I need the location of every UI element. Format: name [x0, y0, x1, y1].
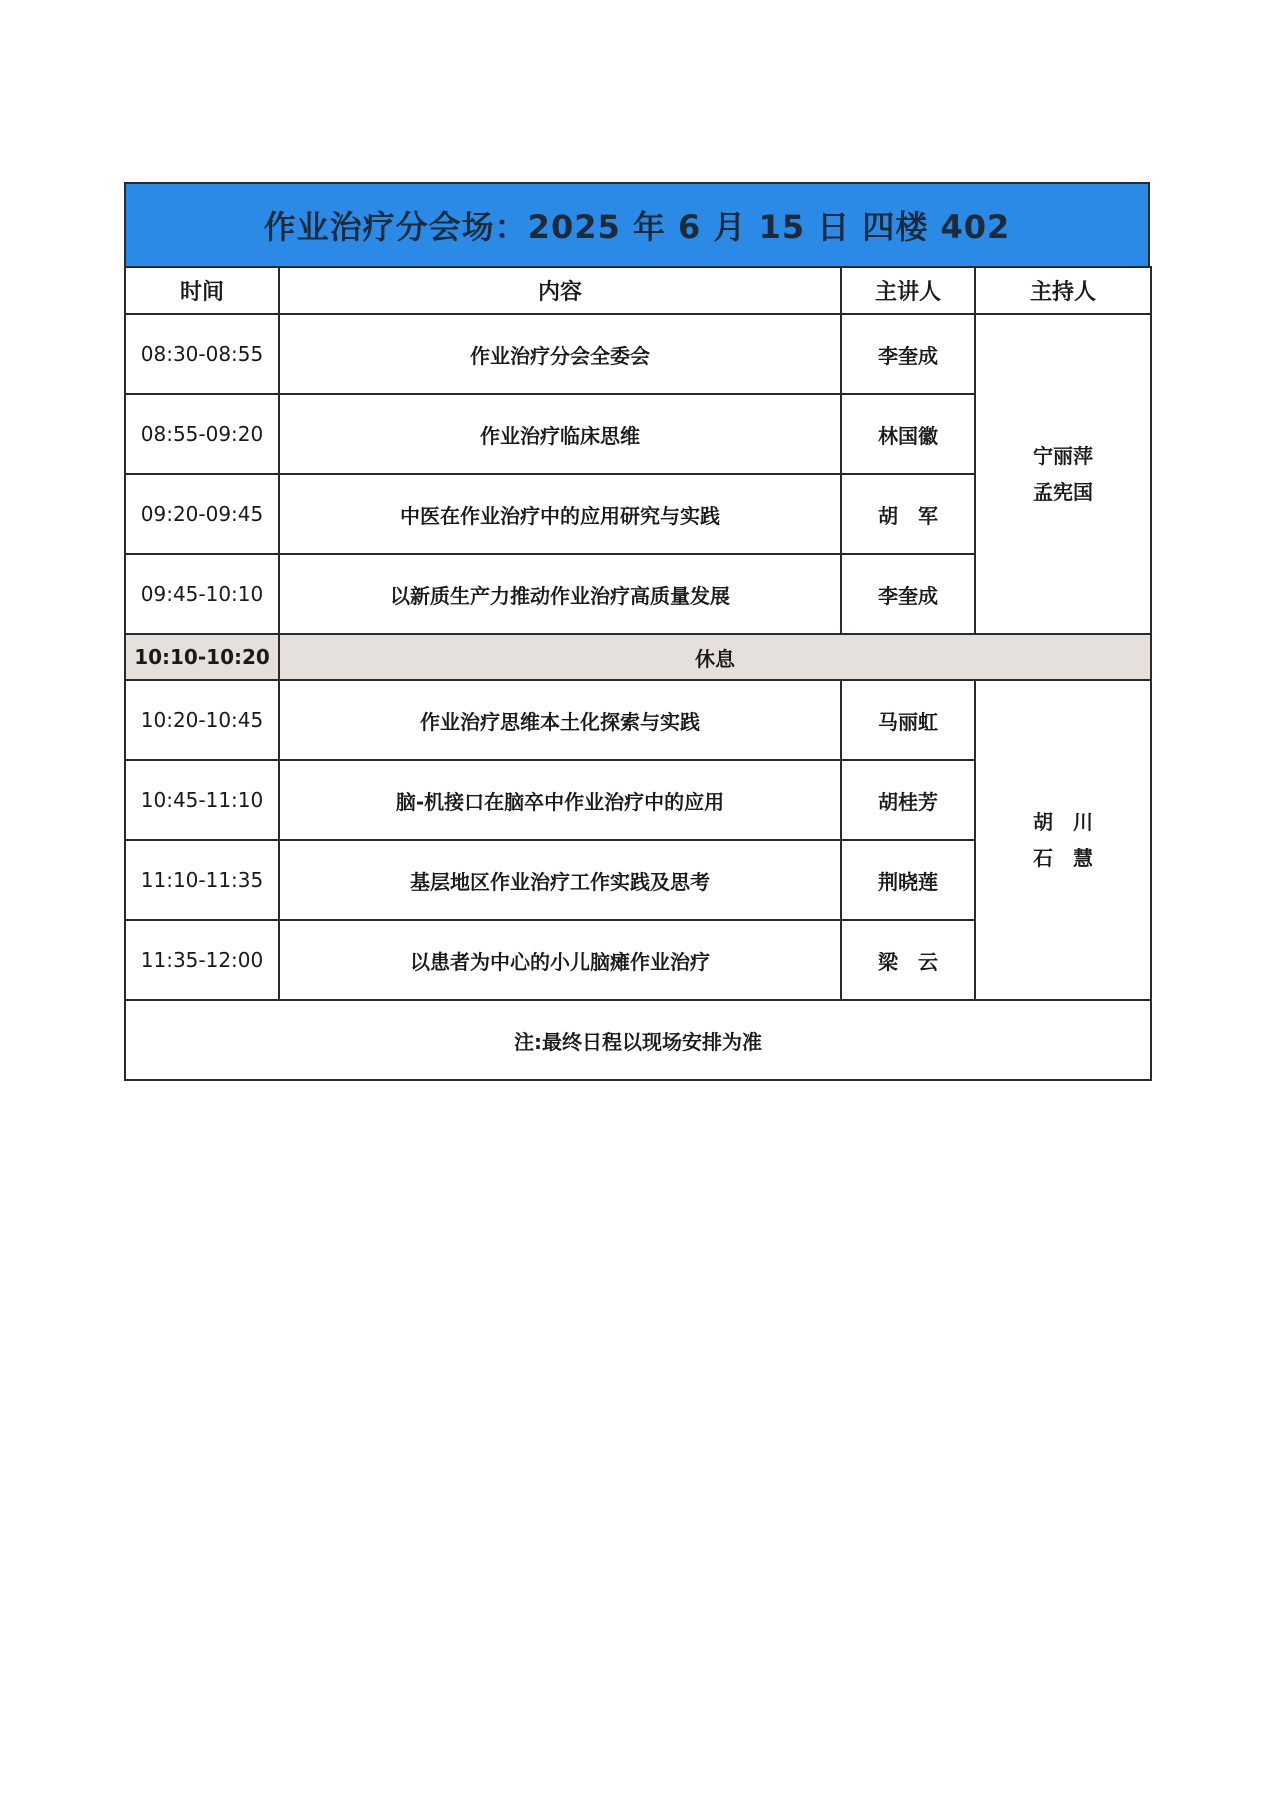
- session-speaker: 荆晓莲: [841, 840, 975, 920]
- host-name: 宁丽萍: [1033, 444, 1093, 468]
- header-row: [125, 267, 1151, 314]
- table-row: [125, 314, 1151, 394]
- schedule-sheet: [124, 182, 1150, 1081]
- header-host: 主持人: [975, 267, 1151, 314]
- break-row: [125, 634, 1151, 680]
- table-row: [125, 680, 1151, 760]
- session-time: 09:20-09:45: [125, 474, 279, 554]
- session-speaker: 梁 云: [841, 920, 975, 1000]
- session-topic: 以新质生产力推动作业治疗高质量发展: [279, 554, 841, 634]
- header-time: 时间: [125, 267, 279, 314]
- session-time: 11:10-11:35: [125, 840, 279, 920]
- break-time: 10:10-10:20: [125, 634, 279, 680]
- session-speaker: 马丽虹: [841, 680, 975, 760]
- session-topic: 脑-机接口在脑卒中作业治疗中的应用: [279, 760, 841, 840]
- schedule-table: [124, 266, 1152, 1081]
- page-title: 作业治疗分会场：2025 年 6 月 15 日 四楼 402: [124, 182, 1150, 266]
- session-speaker: 胡 军: [841, 474, 975, 554]
- host-cell-1: [975, 314, 1151, 634]
- session-speaker: 李奎成: [841, 554, 975, 634]
- session-time: 09:45-10:10: [125, 554, 279, 634]
- session-speaker: 李奎成: [841, 314, 975, 394]
- session-speaker: 林国徽: [841, 394, 975, 474]
- session-time: 08:30-08:55: [125, 314, 279, 394]
- host-name: 孟宪国: [1033, 480, 1093, 504]
- session-topic: 作业治疗思维本土化探索与实践: [279, 680, 841, 760]
- session-topic: 以患者为中心的小儿脑瘫作业治疗: [279, 920, 841, 1000]
- session-topic: 作业治疗分会全委会: [279, 314, 841, 394]
- break-label: 休息: [279, 634, 1151, 680]
- session-topic: 作业治疗临床思维: [279, 394, 841, 474]
- schedule-note: 注:最终日程以现场安排为准: [125, 1000, 1151, 1080]
- host-cell-2: [975, 680, 1151, 1000]
- header-speaker: 主讲人: [841, 267, 975, 314]
- header-topic: 内容: [279, 267, 841, 314]
- host-name: 石 慧: [1033, 846, 1093, 870]
- session-time: 10:20-10:45: [125, 680, 279, 760]
- session-time: 11:35-12:00: [125, 920, 279, 1000]
- session-topic: 中医在作业治疗中的应用研究与实践: [279, 474, 841, 554]
- session-topic: 基层地区作业治疗工作实践及思考: [279, 840, 841, 920]
- session-time: 10:45-11:10: [125, 760, 279, 840]
- host-name: 胡 川: [1033, 810, 1093, 834]
- session-speaker: 胡桂芳: [841, 760, 975, 840]
- note-row: [125, 1000, 1151, 1080]
- session-time: 08:55-09:20: [125, 394, 279, 474]
